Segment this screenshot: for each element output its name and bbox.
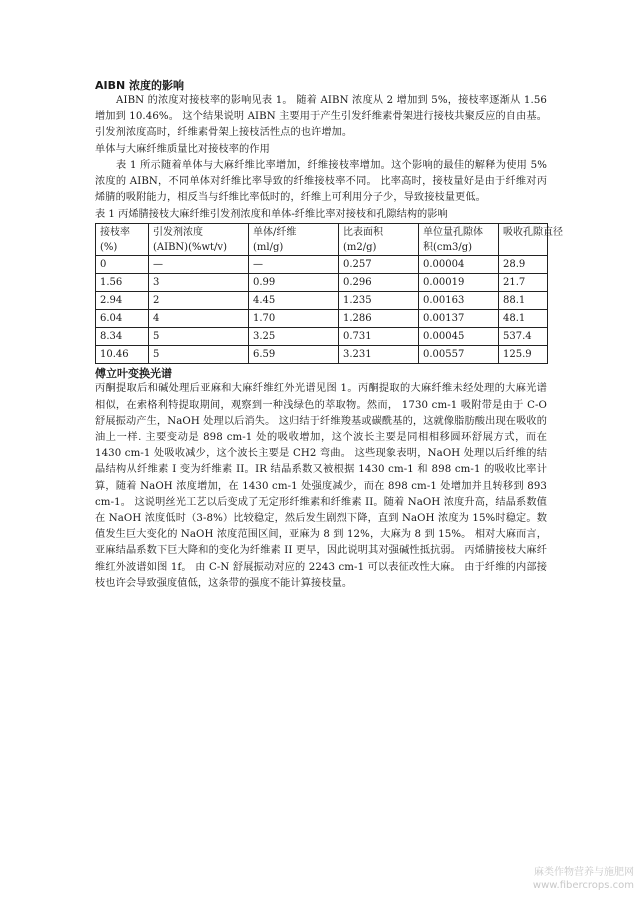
table-cell: 4 — [149, 310, 249, 328]
table-cell: 5 — [149, 328, 249, 346]
table-cell: 6.04 — [96, 310, 149, 328]
table-cell: — — [149, 256, 249, 274]
table-cell: 1.286 — [339, 310, 419, 328]
table-cell: 1.56 — [96, 274, 149, 292]
table-cell: 0.00004 — [419, 256, 499, 274]
table-header-cell: 单位量孔隙体 积(cm3/g) — [419, 224, 499, 256]
table-cell: 125.9 — [499, 346, 548, 364]
table-cell: 88.1 — [499, 292, 548, 310]
table-cell: 3 — [149, 274, 249, 292]
table-cell: 6.59 — [249, 346, 339, 364]
table-header-cell: 单体/纤维 (ml/g) — [249, 224, 339, 256]
table-cell: 3.231 — [339, 346, 419, 364]
table-caption: 表 1 丙烯腈接枝大麻纤维引发剂浓度和单体-纤维比率对接枝和孔隙结构的影响 — [95, 209, 448, 221]
watermark — [468, 866, 638, 892]
table-cell: 0.00045 — [419, 328, 499, 346]
table-cell: 0 — [96, 256, 149, 274]
table-cell: 0.99 — [249, 274, 339, 292]
table-header-cell: 接枝率 (%) — [96, 224, 149, 256]
table-cell: 3.25 — [249, 328, 339, 346]
table-cell: 4.45 — [249, 292, 339, 310]
table-cell: 0.731 — [339, 328, 419, 346]
table-cell: 2.94 — [96, 292, 149, 310]
table-cell: — — [249, 256, 339, 274]
watermark-text: 麻类作物营养与施肥网 — [534, 867, 634, 878]
table-cell: 0.00019 — [419, 274, 499, 292]
table-row — [96, 274, 548, 292]
table-cell: 21.7 — [499, 274, 548, 292]
section-heading-aibn: AIBN 浓度的影响 — [95, 79, 185, 92]
table-row — [96, 310, 548, 328]
table-cell: 1.70 — [249, 310, 339, 328]
section-heading-ratio: 单体与大麻纤维质量比对接枝率的作用 — [95, 143, 270, 155]
paragraph-ftir: 丙酮提取后和碱处理后亚麻和大麻纤维红外光谱见图 1。丙酮提取的大麻纤维未经处理的大麻光谱相似，在索格利特提取期间，观察到一种浅绿色的萃取物。然而， 1730 cm-1 吸附带是由于 C-O 舒展振动产生，NaOH 处理以后消失。 这归结于纤维羧基或碳酰基的，这就像脂肪酸出现在吸收的油上一样. 主要变动是 898 cm-1 处的吸收增加，这个波长主要是同相相移圆环舒展方式，而在 1430 cm-1 处吸收减少，这个波长主要是 CH2 弯曲。 这些现象表明，NaOH 处理以后纤维的结晶结构从纤维素 I 变为纤维素 II。IR 结晶系数又被根据 1430 cm-1 和 898 cm-1 的吸收比率计算，随着 NaOH 浓度增加，在 1430 cm-1 处强度减少，而在 898 cm-1 处增加并且转移到 893 cm-1。 这说明丝光工艺以后变成了无定形纤维素和纤维素 II。随着 NaOH 浓度升高，结晶系数值在 NaOH 浓度低时（3-8%）比较稳定，然后发生剧烈下降，直到 NaOH 浓度为 15%时稳定。数值发生巨大变化的 NaOH 浓度范围区间，亚麻为 8 到 12%，大麻为 8 到 15%。 相对大麻而言，亚麻结晶系数下巨大降和的变化为纤维素 II 更早，因此说明其对强碱性抵抗弱。 丙烯腈接枝大麻纤维红外波谱如图 1f。 由 C-N 舒展振动对应的 2243 cm-1 可以表征改性大麻。 由于纤维的内部接枝也许会导致强度值低，这条带的强度不能计算接枝量。 — [95, 383, 547, 589]
table-cell: 8.34 — [96, 328, 149, 346]
table-cell: 537.4 — [499, 328, 548, 346]
table-row — [96, 256, 548, 274]
table-cell: 48.1 — [499, 310, 548, 328]
table-cell: 5 — [149, 346, 249, 364]
table-row — [96, 346, 548, 364]
section-heading-ftir: 傅立叶变换光谱 — [95, 367, 172, 381]
table-header-cell: 比表面积 (m2/g) — [339, 224, 419, 256]
document-body — [95, 78, 563, 592]
table-cell: 0.00557 — [419, 346, 499, 364]
table-row — [96, 328, 548, 346]
table-cell: 1.235 — [339, 292, 419, 310]
table-cell: 0.296 — [339, 274, 419, 292]
table-cell: 0.00137 — [419, 310, 499, 328]
table-cell: 28.9 — [499, 256, 548, 274]
paragraph-ratio: 表 1 所示随着单体与大麻纤维比率增加，纤维接枝率增加。这个影响的最佳的解释为使用 5%浓度的 AIBN，不同单体对纤维比率导致的纤维接枝率不同。 比率高时，接枝量好是由于纤维对丙烯腈的吸附能力，相反当与纤维比率低时的，纤维上可利用分子少，导致接枝量更低。 — [95, 159, 547, 204]
table-cell: 0.00163 — [419, 292, 499, 310]
table-header-cell: 吸收孔隙直径 — [499, 224, 548, 256]
paragraph-aibn: AIBN 的浓度对接枝率的影响见表 1。 随着 AIBN 浓度从 2 增加到 5%，接枝率逐渐从 1.56 增加到 10.46%。 这个结果说明 AIBN 主要用于产生引发纤维素骨架进行接枝共聚反应的自由基。引发剂浓度高时，纤维素骨架上接枝活性点的也许增加。 — [95, 95, 547, 139]
data-table — [95, 223, 563, 364]
table-cell: 0.257 — [339, 256, 419, 274]
watermark-url: www.fibercrops.com — [532, 880, 634, 891]
table-header-cell: 引发剂浓度 (AIBN)(%wt/v) — [149, 224, 249, 256]
table-cell: 10.46 — [96, 346, 149, 364]
table-row — [96, 292, 548, 310]
table-cell: 2 — [149, 292, 249, 310]
table-header-row — [96, 224, 548, 256]
